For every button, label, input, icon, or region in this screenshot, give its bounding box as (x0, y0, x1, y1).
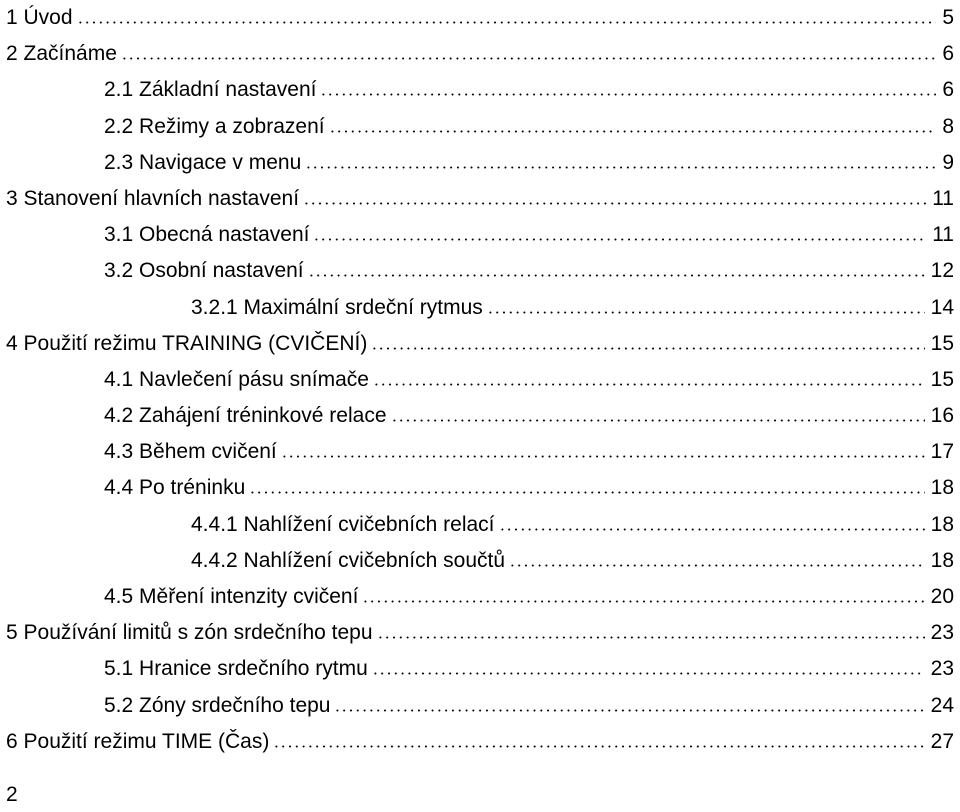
toc-entry-page-number: 11 (932, 223, 954, 247)
toc-entry[interactable] (0, 290, 960, 326)
toc-entry[interactable] (0, 36, 960, 72)
dot-leader (373, 383, 925, 386)
toc-entry[interactable] (0, 398, 960, 434)
toc-entry-title: 5.2 Zóny srdečního tepu (104, 693, 331, 717)
toc-entry-page-number: 6 (942, 42, 954, 66)
toc-entry-title: 4.3 Během cvičení (104, 440, 277, 464)
dot-leader (371, 347, 924, 350)
dot-leader (305, 166, 936, 169)
toc-entry[interactable] (0, 72, 960, 108)
dot-leader (487, 311, 925, 314)
toc-entry-page-number: 16 (930, 404, 954, 428)
toc-entry-page-number: 27 (930, 729, 954, 753)
toc-entry-title: 4.1 Navlečení pásu snímače (104, 367, 369, 391)
toc-entry[interactable] (0, 543, 960, 579)
toc-entry-title: 2.1 Základní nastavení (104, 78, 317, 102)
dot-leader (313, 238, 926, 241)
toc-entry-title: 4.4 Po tréninku (104, 476, 246, 500)
toc-entry[interactable] (0, 579, 960, 615)
toc-entry-page-number: 23 (930, 657, 954, 681)
toc-entry-page-number: 14 (930, 295, 954, 319)
dot-leader (509, 564, 925, 567)
toc-entry-page-number: 18 (930, 476, 954, 500)
toc-entry[interactable] (0, 326, 960, 362)
dot-leader (249, 491, 924, 494)
dot-leader (303, 202, 926, 205)
toc-entry-page-number: 17 (930, 440, 954, 464)
toc-entry-page-number: 18 (930, 548, 954, 572)
dot-leader (362, 600, 924, 603)
toc-entry[interactable] (0, 651, 960, 687)
toc-entry[interactable] (0, 688, 960, 724)
toc-entry-page-number: 24 (930, 693, 954, 717)
dot-leader (273, 745, 924, 748)
dot-leader (281, 455, 925, 458)
dot-leader (391, 419, 925, 422)
page-number: 2 (6, 783, 18, 806)
dot-leader (499, 528, 925, 531)
toc-entry[interactable] (0, 362, 960, 398)
toc-entry-page-number: 15 (930, 331, 954, 355)
toc-entry[interactable] (0, 0, 960, 36)
toc-entry-title: 5.1 Hranice srdečního rytmu (104, 657, 368, 681)
toc-entry-title: 4.4.2 Nahlížení cvičebních součtů (191, 548, 506, 572)
toc-entry-page-number: 5 (942, 6, 954, 29)
toc-entry-page-number: 15 (930, 367, 954, 391)
dot-leader (320, 93, 936, 96)
toc-entry-title: 4 Použití režimu TRAINING (CVIČENÍ) (6, 331, 368, 355)
toc-entry-page-number: 11 (932, 186, 954, 210)
toc-entry-page-number: 8 (942, 114, 954, 138)
toc-entry[interactable] (0, 615, 960, 651)
dot-leader (329, 130, 937, 133)
toc-entry[interactable] (0, 181, 960, 217)
toc-entry-page-number: 18 (930, 512, 954, 536)
toc-entry-title: 2.2 Režimy a zobrazení (104, 114, 325, 138)
toc-entry-title: 3.2 Osobní nastavení (104, 259, 304, 283)
toc-entry[interactable] (0, 253, 960, 289)
toc-entry-title: 2.3 Navigace v menu (104, 150, 302, 174)
toc-entry[interactable] (0, 217, 960, 253)
dot-leader (372, 672, 925, 675)
toc-entry-page-number: 12 (930, 259, 954, 283)
toc-entry-title: 3.2.1 Maximální srdeční rytmus (191, 295, 483, 319)
dot-leader (121, 57, 936, 60)
toc-entry[interactable] (0, 109, 960, 145)
toc-entry-title: 3.1 Obecná nastavení (104, 223, 310, 247)
toc-entry-page-number: 23 (930, 621, 954, 645)
dot-leader (377, 636, 925, 639)
toc-entry-title: 4.2 Zahájení tréninkové relace (104, 404, 387, 428)
toc-entry-title: 2 Začínáme (6, 42, 117, 66)
toc-entry-page-number: 20 (930, 585, 954, 608)
dot-leader (77, 21, 937, 24)
dot-leader (334, 709, 924, 712)
toc-entry-title: 4.5 Měření intenzity cvičení (104, 585, 359, 608)
toc-entry[interactable] (0, 434, 960, 470)
toc-entry-title: 4.4.1 Nahlížení cvičebních relací (191, 512, 495, 536)
toc-entry-title: 6 Použití režimu TIME (Čas) (6, 729, 270, 753)
toc-entry-page-number: 9 (942, 150, 954, 174)
toc-entry[interactable] (0, 507, 960, 543)
toc-entry-page-number: 6 (942, 78, 954, 102)
toc-entry-title: 5 Používání limitů s zón srdečního tepu (6, 621, 373, 645)
toc-entry[interactable] (0, 145, 960, 181)
toc-entry-title: 1 Úvod (6, 6, 73, 29)
toc-entry-title: 3 Stanovení hlavních nastavení (6, 186, 300, 210)
toc-entry[interactable] (0, 724, 960, 760)
toc-entry[interactable] (0, 470, 960, 506)
dot-leader (308, 274, 925, 277)
